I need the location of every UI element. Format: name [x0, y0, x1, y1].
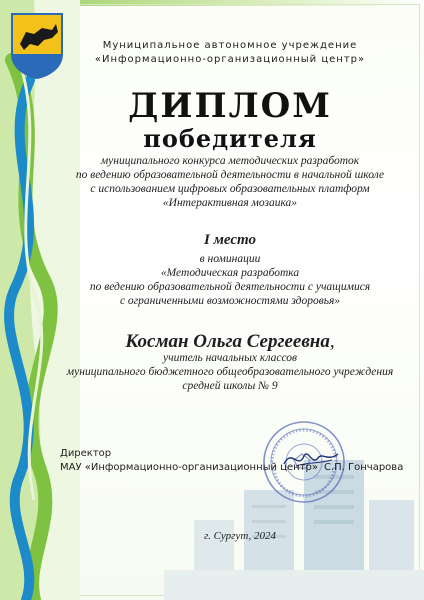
winner-name-text: Косман Ольга Сергеевна	[125, 331, 330, 352]
signatory-org: МАУ «Информационно-организационный центр»	[60, 462, 318, 473]
contest-line: по ведению образовательной деятельности в начальной школе	[75, 169, 385, 181]
org-line-1: Муниципальное автономное учреждение	[102, 40, 358, 51]
diploma-subtitle: победителя	[143, 124, 317, 153]
diploma-title: ДИПЛОМ	[128, 86, 332, 126]
winner-name: Косман Ольга Сергеевна,	[125, 331, 335, 352]
nomination-label: в номинации	[199, 253, 261, 265]
contest-description	[60, 154, 400, 210]
nomination-text	[60, 266, 400, 308]
award-place: I место	[204, 232, 256, 248]
signatory-name: С.П. Гончарова	[324, 462, 404, 473]
signatory-title: Директор	[60, 448, 112, 459]
position-line: муниципального бюджетного общеобразовательного учреждения	[66, 366, 394, 378]
position-line: средней школы № 9	[182, 380, 278, 392]
nomination-line: по ведению образовательной деятельности с учащимися	[89, 281, 371, 293]
contest-line: с использованием цифровых образовательных платформ	[90, 183, 370, 195]
city-and-year: г. Сургут, 2024	[203, 530, 277, 542]
contest-line: муниципального конкурса методических разработок	[100, 155, 360, 167]
winner-position	[60, 351, 400, 393]
nomination-line: «Методическая разработка	[160, 267, 300, 279]
org-line-2: «Информационно-организационный центр»	[94, 54, 366, 65]
position-line: учитель начальных классов	[162, 352, 298, 364]
contest-line: «Интерактивная мозаика»	[162, 197, 298, 209]
coat-of-arms-icon	[8, 10, 66, 80]
nomination-line: с ограниченными возможностями здоровья»	[119, 295, 341, 307]
